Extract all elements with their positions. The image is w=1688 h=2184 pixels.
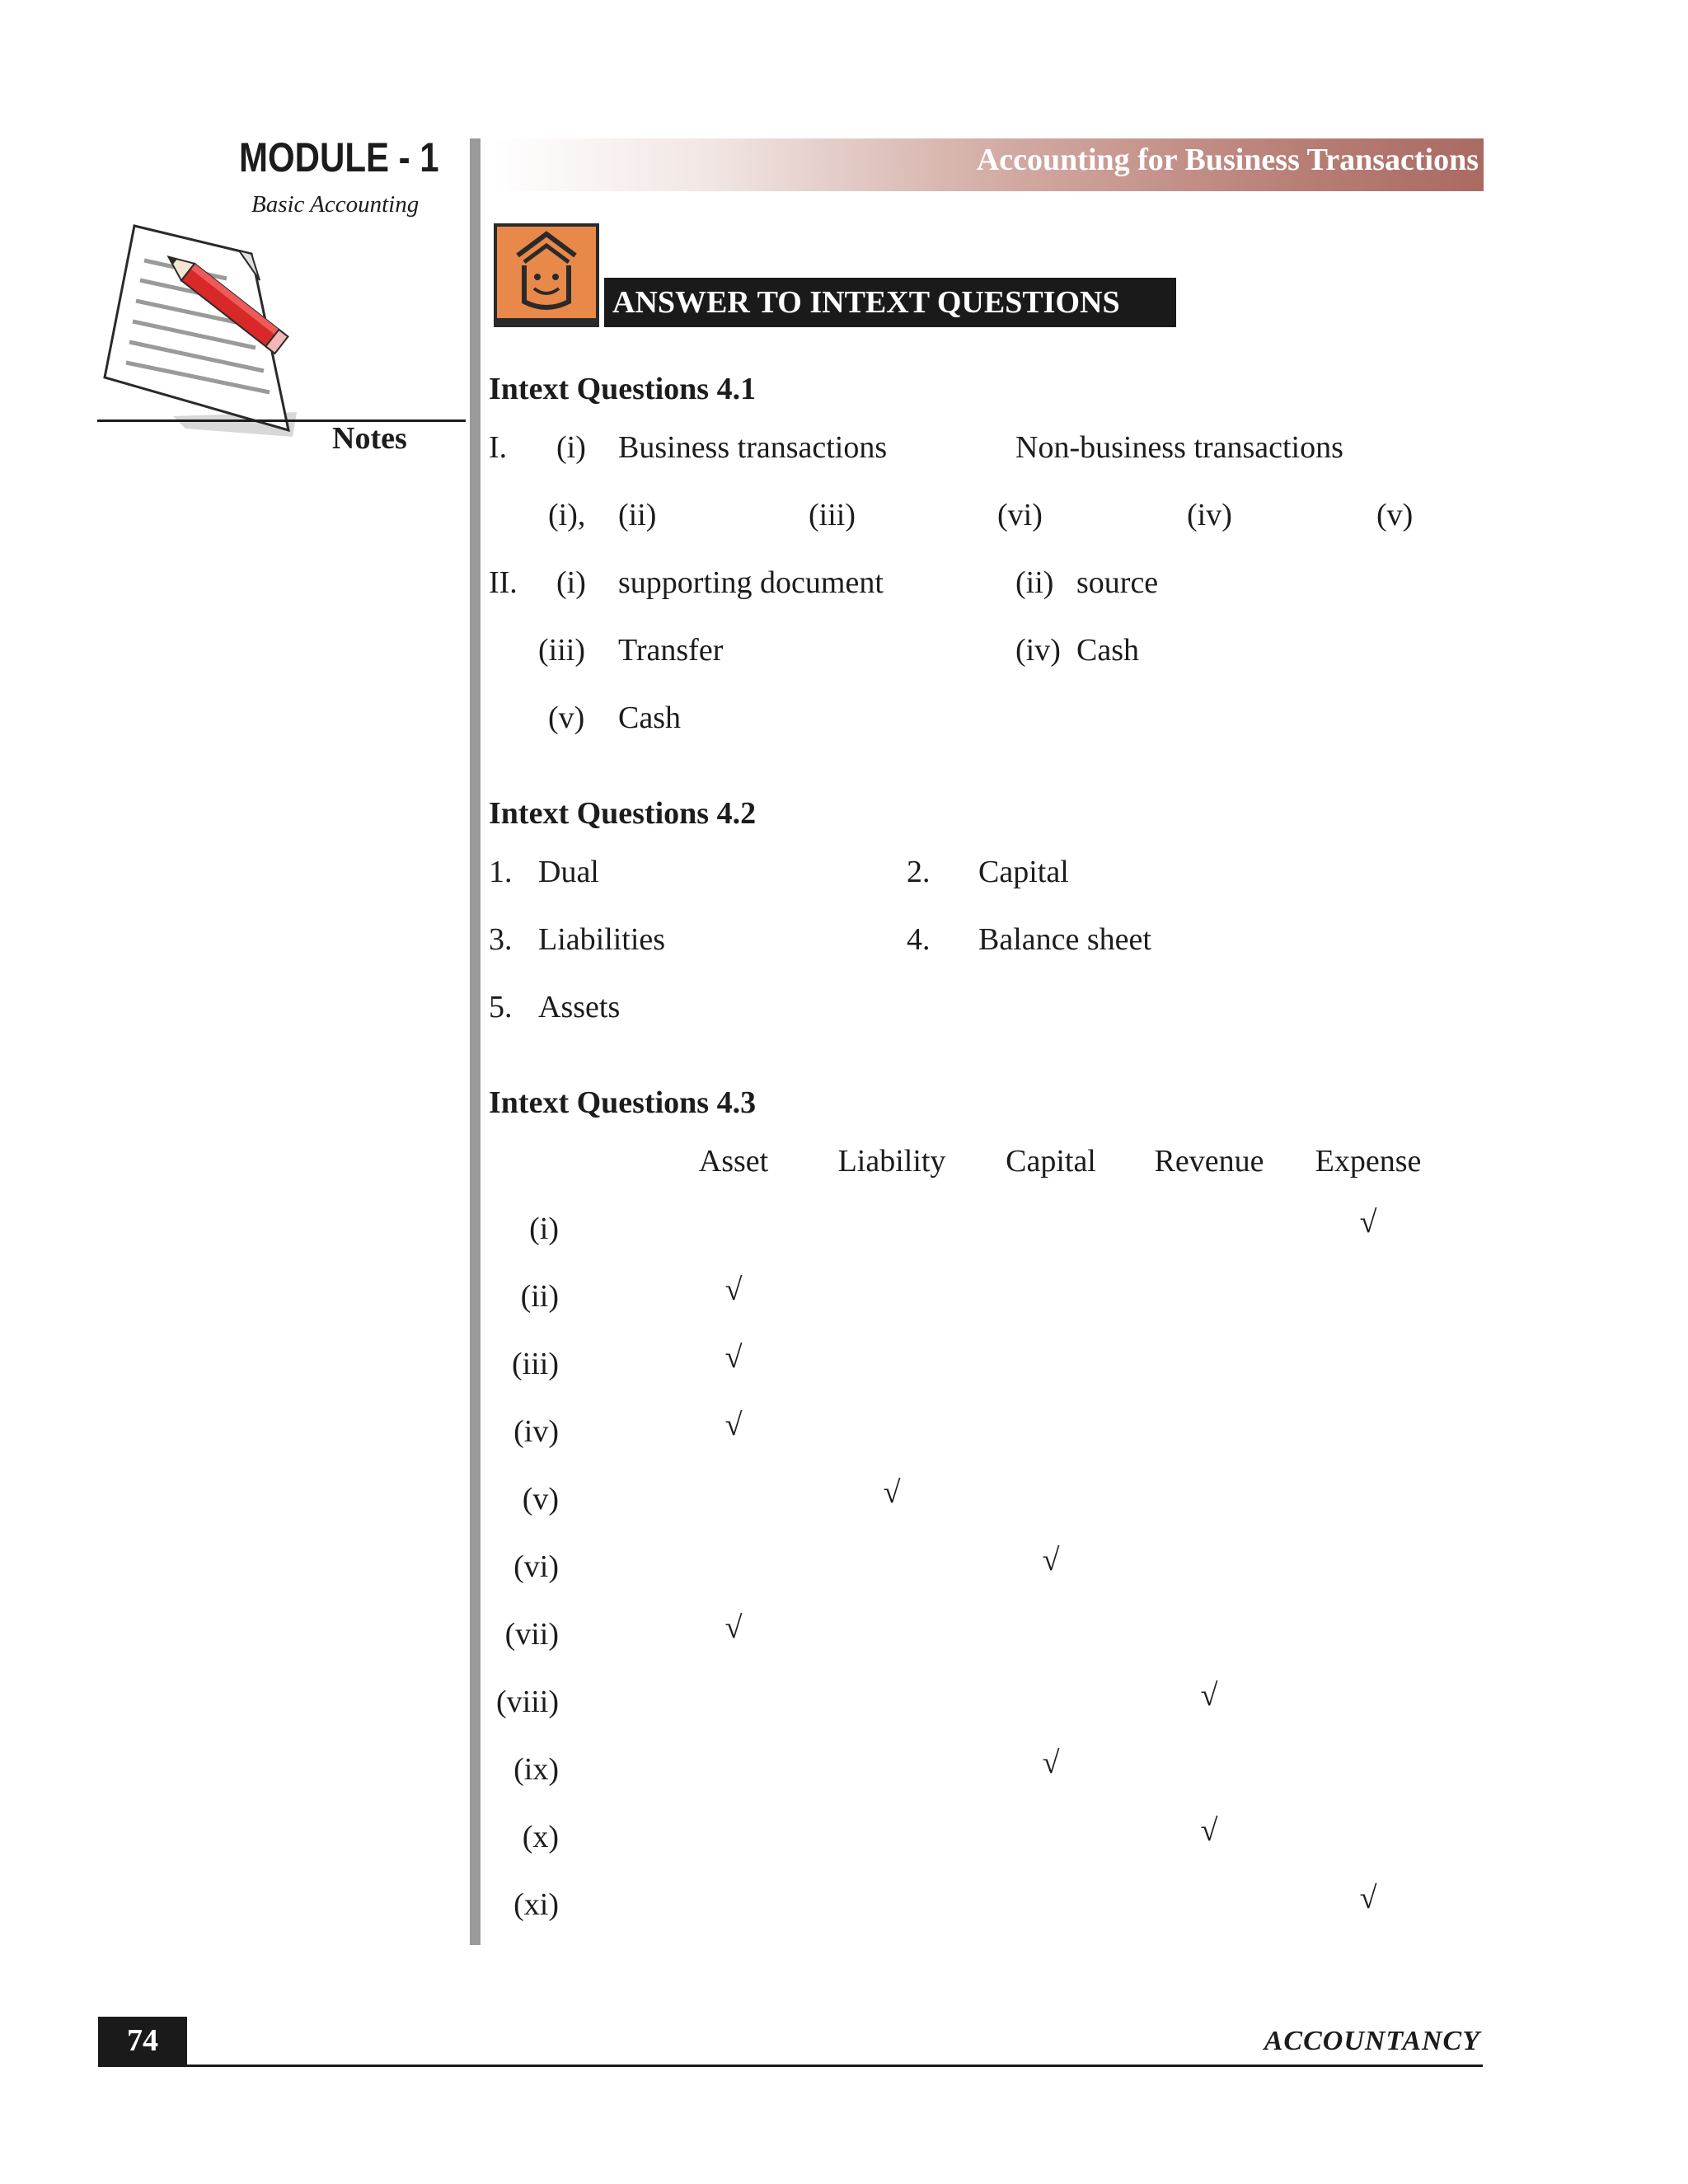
q41-row2-item: (iii) — [809, 498, 856, 532]
q41-row2-item: (v) — [1376, 498, 1414, 532]
q41-ii-num: (i) — [556, 565, 586, 600]
q42-num: 4. — [907, 922, 931, 957]
q41-ii-num: (v) — [548, 701, 585, 735]
notes-rule — [97, 419, 466, 422]
q42-num: 2. — [907, 855, 931, 889]
check-mark: √ — [724, 1272, 743, 1307]
q42-text: Assets — [538, 990, 621, 1024]
row-label: (ii) — [520, 1279, 559, 1314]
q42-num: 1. — [489, 855, 513, 889]
q41-ii-num: (ii) — [1015, 565, 1054, 600]
q41-col-business: Business transactions — [618, 430, 888, 465]
row-label: (iii) — [512, 1347, 559, 1381]
margin-rule — [470, 138, 481, 1945]
column-header: Expense — [1315, 1144, 1422, 1179]
footer-rule — [98, 2064, 1483, 2067]
q41-ii-text: Cash — [618, 701, 681, 735]
q42-text: Capital — [978, 855, 1069, 889]
check-mark: √ — [724, 1610, 743, 1645]
check-mark: √ — [1359, 1881, 1377, 1915]
q42-num: 3. — [489, 922, 513, 957]
check-mark: √ — [724, 1408, 743, 1442]
q41-ii-text: source — [1076, 565, 1159, 600]
row-label: (vii) — [504, 1617, 559, 1652]
q42-text: Dual — [538, 855, 599, 889]
q41-row2-item: (iv) — [1187, 498, 1232, 532]
module-title: MODULE - 1 — [239, 134, 439, 180]
q42-num: 5. — [489, 990, 513, 1024]
q42-text: Liabilities — [538, 922, 666, 957]
q41-row2-item: (vi) — [997, 498, 1043, 532]
q41-col-nonbusiness: Non-business transactions — [1015, 430, 1343, 465]
row-label: (viii) — [496, 1685, 559, 1719]
column-header: Revenue — [1154, 1144, 1264, 1179]
check-mark: √ — [724, 1340, 743, 1375]
q42-heading: Intext Questions 4.2 — [489, 796, 757, 831]
answer-banner: ANSWER TO INTEXT QUESTIONS — [604, 278, 1176, 327]
q41-ii-num: (iii) — [538, 633, 585, 668]
q42-text: Balance sheet — [978, 922, 1151, 957]
check-mark: √ — [1042, 1543, 1060, 1577]
column-header: Capital — [1006, 1144, 1096, 1179]
chapter-title: Accounting for Business Transactions — [976, 143, 1479, 177]
q41-ii-text: Transfer — [618, 633, 724, 668]
q41-roman-2: II. — [489, 565, 518, 600]
answer-house-icon — [493, 223, 600, 328]
row-label: (v) — [522, 1482, 559, 1516]
page-number: 74 — [98, 2017, 187, 2064]
q41-heading: Intext Questions 4.1 — [489, 372, 757, 406]
check-mark: √ — [1359, 1205, 1377, 1240]
notes-label: Notes — [332, 421, 407, 456]
column-header: Asset — [698, 1144, 769, 1179]
q43-heading: Intext Questions 4.3 — [489, 1085, 757, 1120]
q41-r1-num: (i) — [556, 430, 586, 465]
module-subtitle: Basic Accounting — [251, 191, 420, 218]
row-label: (iv) — [513, 1414, 559, 1449]
notes-paper-pencil-icon — [95, 223, 342, 453]
q41-ii-text: supporting document — [618, 565, 884, 600]
row-label: (vi) — [513, 1549, 559, 1584]
footer-subject: ACCOUNTANCY — [1264, 2026, 1480, 2056]
q41-row2-item: (ii) — [618, 498, 657, 532]
check-mark: √ — [1200, 1678, 1218, 1713]
q41-ii-text: Cash — [1076, 633, 1139, 668]
column-header: Liability — [837, 1144, 946, 1179]
row-label: (x) — [522, 1820, 559, 1854]
check-mark: √ — [883, 1475, 901, 1510]
check-mark: √ — [1200, 1813, 1218, 1848]
row-label: (i) — [529, 1212, 559, 1246]
row-label: (xi) — [513, 1887, 559, 1922]
check-mark: √ — [1042, 1746, 1060, 1780]
row-label: (ix) — [513, 1752, 559, 1787]
q41-ii-num: (iv) — [1015, 633, 1061, 668]
q41-row2-item: (i), — [548, 498, 586, 532]
q41-roman-1: I. — [489, 430, 508, 465]
